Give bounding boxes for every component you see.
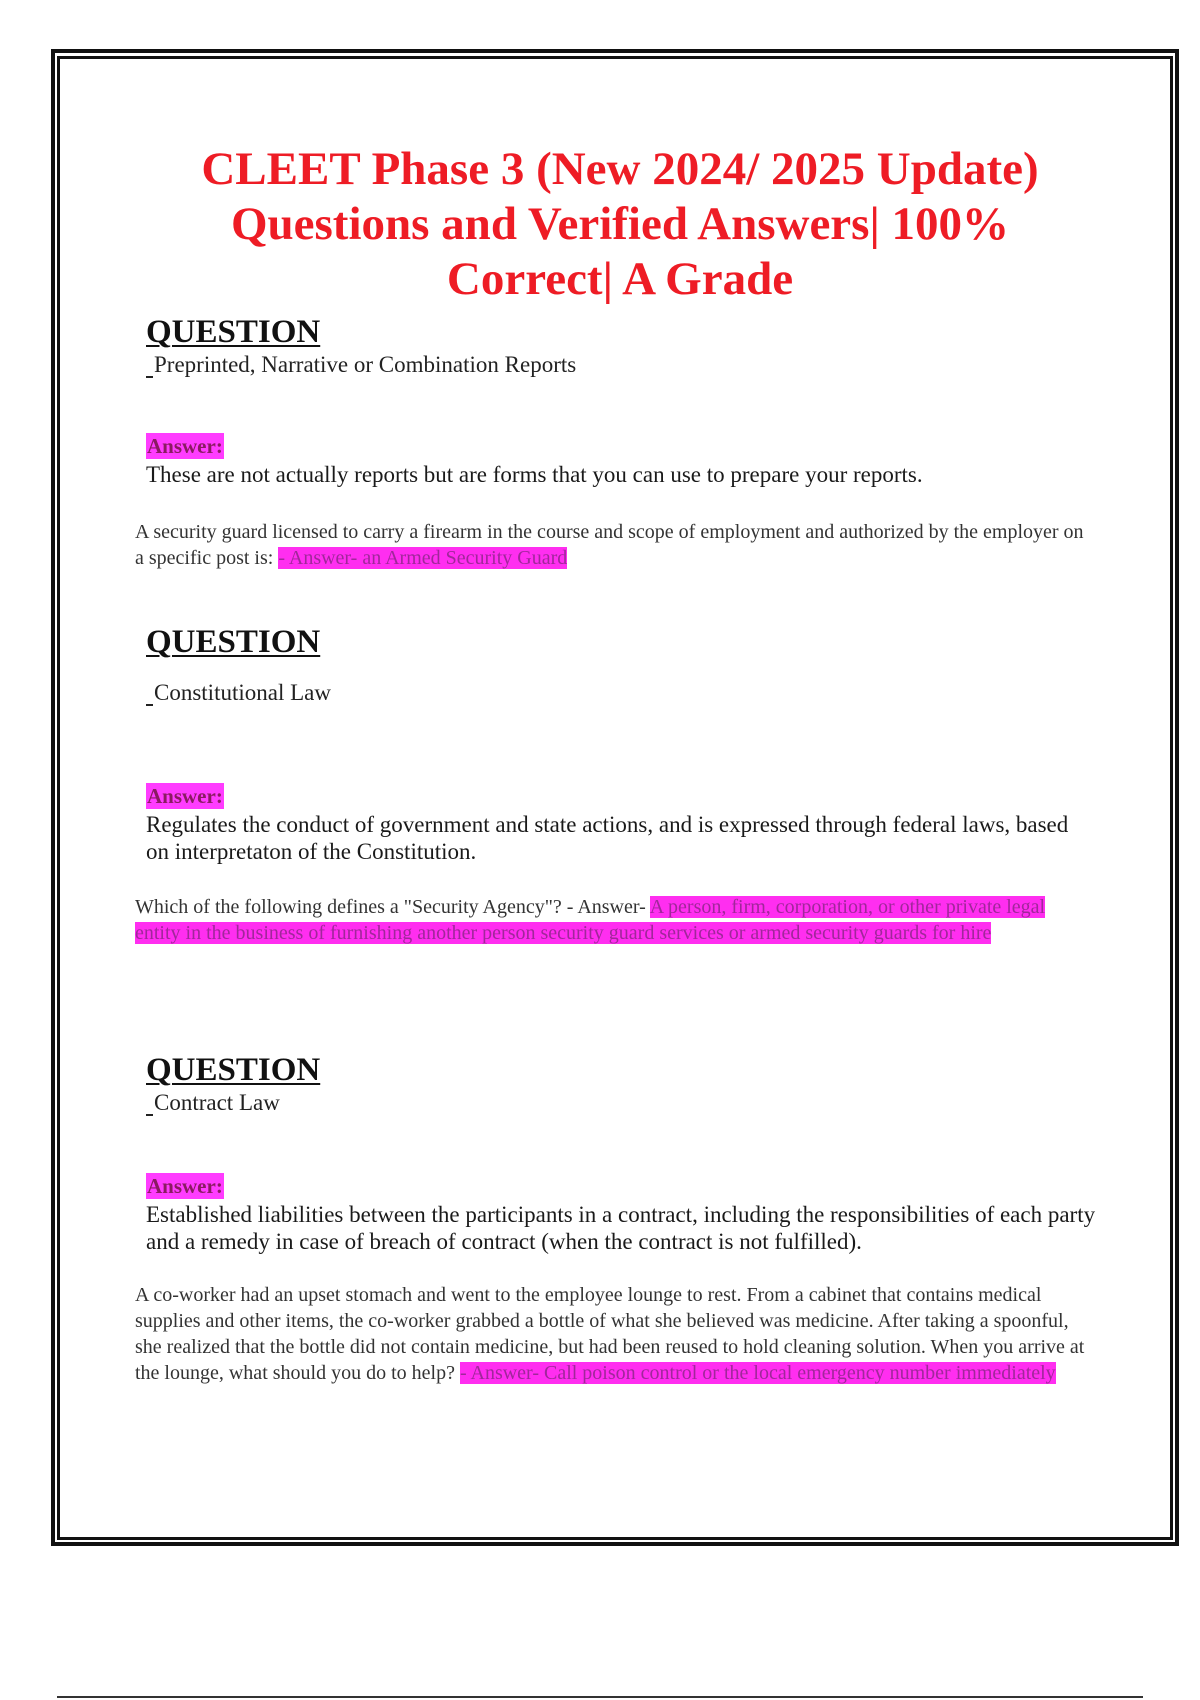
question-heading: QUESTION xyxy=(146,624,321,660)
answer-label: Answer: xyxy=(147,1174,223,1198)
flashcard-question: Which of the following defines a "Security Agency"? - Answer- xyxy=(135,896,646,918)
question-heading: QUESTION xyxy=(146,314,321,350)
dash-mark xyxy=(146,704,153,706)
document-title xyxy=(120,142,1120,307)
flashcard-item xyxy=(135,519,1095,571)
title-line-2: Questions and Verified Answers| 100% xyxy=(230,198,1010,250)
title-line-3: Correct| A Grade xyxy=(446,253,794,305)
title-line-1: CLEET Phase 3 (New 2024/ 2025 Update) xyxy=(201,143,1039,195)
flashcard-answer-highlight: - Answer- Call poison control or the local emergency number immediately xyxy=(459,1362,1056,1384)
flashcard-answer-highlight: A person, firm, corporation, or other private legal entity in the business of furnishing another person security guard services or armed security guards for hire xyxy=(135,896,1046,944)
flashcard-item xyxy=(135,894,1095,946)
answer-label: Answer: xyxy=(147,784,223,808)
question-topic-text: Preprinted, Narrative or Combination Reports xyxy=(154,352,577,377)
question-topic xyxy=(146,1089,280,1117)
flashcard-question: A security guard licensed to carry a firearm in the course and scope of employment and authorized by the employer on a specific post is: xyxy=(135,521,1084,569)
flashcard-answer-highlight: - Answer- an Armed Security Guard xyxy=(278,547,568,569)
dash-mark xyxy=(146,376,153,378)
question-topic xyxy=(146,679,331,707)
answer-text: Regulates the conduct of government and state actions, and is expressed through federal laws, based on interpretaton of the Constitution. xyxy=(146,812,1069,864)
question-heading: QUESTION xyxy=(146,1052,321,1088)
question-topic xyxy=(146,351,576,379)
answer-text: Established liabilities between the participants in a contract, including the responsibilities of each party and a remedy in case of breach of contract (when the contract is not fulfilled). xyxy=(146,1202,1096,1254)
question-topic-text: Constitutional Law xyxy=(154,680,331,705)
question-topic-text: Contract Law xyxy=(154,1090,280,1115)
answer-text: These are not actually reports but are forms that you can use to prepare your reports. xyxy=(146,462,923,487)
flashcard-item xyxy=(135,1282,1095,1386)
flashcard-question: A co-worker had an upset stomach and went to the employee lounge to rest. From a cabinet that contains medical supplies and other items, the co-worker grabbed a bottle of what she believed was medicine. After taking a spoonful, she realized that the bottle did not contain medicine, but had been reused to hold cleaning solution. When you arrive at the lounge, what should you do to help? xyxy=(135,1284,1085,1384)
answer-label: Answer: xyxy=(147,434,223,458)
footer-divider xyxy=(57,1696,1143,1698)
dash-mark xyxy=(146,1114,153,1116)
